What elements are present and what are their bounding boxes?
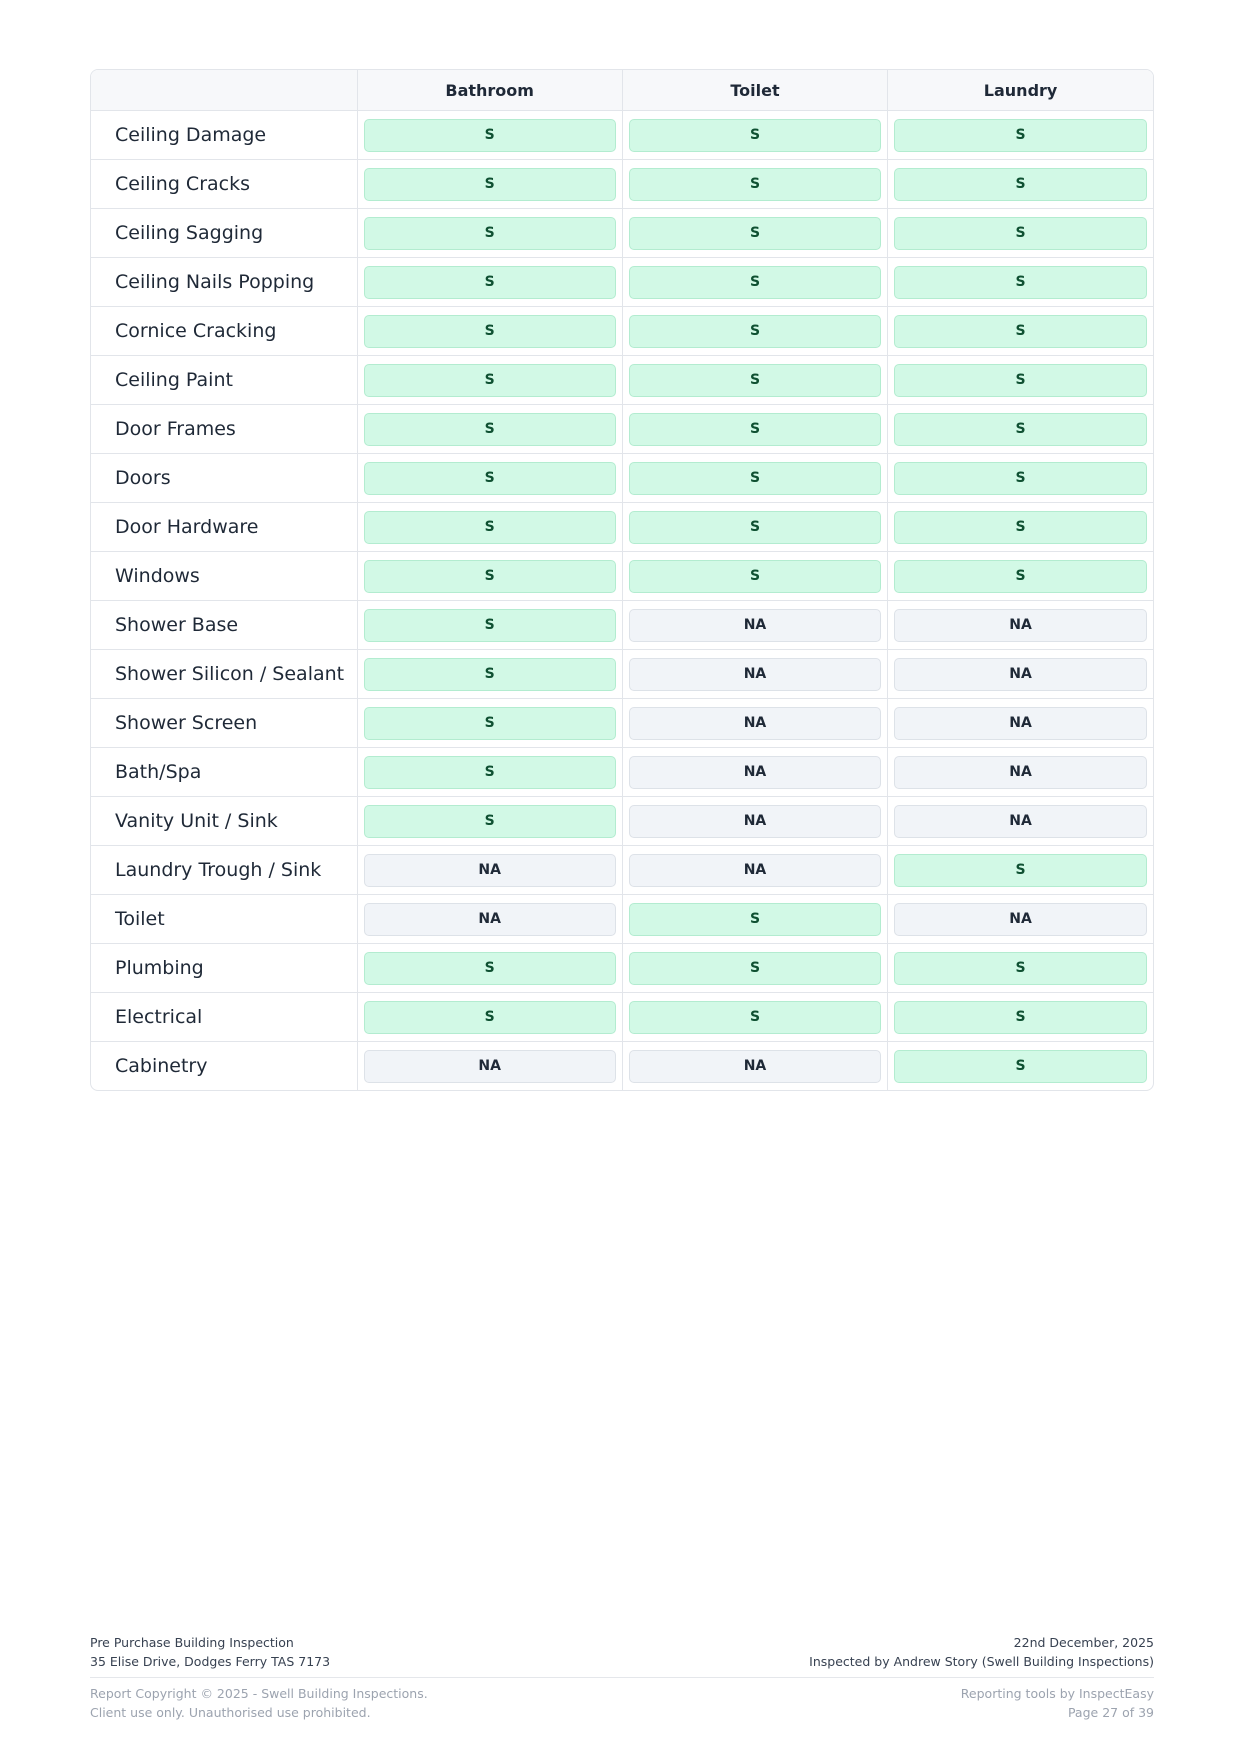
cell-bathroom xyxy=(357,601,622,650)
status-badge: S xyxy=(364,609,616,642)
copyright-notice: Report Copyright © 2025 - Swell Building Inspections. xyxy=(90,1686,428,1701)
row-label: Shower Base xyxy=(91,601,357,650)
table-row xyxy=(91,405,1153,454)
status-badge: S xyxy=(894,511,1147,544)
cell-laundry xyxy=(888,111,1153,160)
status-badge: S xyxy=(629,364,881,397)
status-badge: NA xyxy=(894,658,1147,691)
row-label: Door Frames xyxy=(91,405,357,454)
cell-bathroom xyxy=(357,503,622,552)
row-label: Door Hardware xyxy=(91,503,357,552)
page-footer xyxy=(90,1633,1154,1722)
cell-laundry xyxy=(888,552,1153,601)
cell-laundry xyxy=(888,699,1153,748)
cell-bathroom xyxy=(357,944,622,993)
table-row xyxy=(91,846,1153,895)
cell-bathroom xyxy=(357,895,622,944)
property-address: 35 Elise Drive, Dodges Ferry TAS 7173 xyxy=(90,1654,331,1669)
page-number: Page 27 of 39 xyxy=(1067,1705,1154,1720)
status-badge: S xyxy=(629,1001,881,1034)
row-label: Windows xyxy=(91,552,357,601)
cell-laundry xyxy=(888,650,1153,699)
status-badge: S xyxy=(629,168,881,201)
footer-divider xyxy=(90,1677,1154,1678)
cell-bathroom xyxy=(357,650,622,699)
cell-toilet xyxy=(622,552,887,601)
cell-toilet xyxy=(622,209,887,258)
row-label: Cornice Cracking xyxy=(91,307,357,356)
cell-toilet xyxy=(622,895,887,944)
cell-toilet xyxy=(622,160,887,209)
cell-bathroom xyxy=(357,356,622,405)
tools-credit: Reporting tools by InspectEasy xyxy=(960,1686,1154,1701)
cell-bathroom xyxy=(357,258,622,307)
cell-toilet xyxy=(622,111,887,160)
status-badge: S xyxy=(894,952,1147,985)
status-badge: S xyxy=(894,1001,1147,1034)
table-row xyxy=(91,748,1153,797)
status-badge: NA xyxy=(629,609,881,642)
row-label: Cabinetry xyxy=(91,1042,357,1091)
cell-laundry xyxy=(888,160,1153,209)
cell-laundry xyxy=(888,209,1153,258)
cell-bathroom xyxy=(357,160,622,209)
table-body xyxy=(91,111,1153,1091)
usage-notice: Client use only. Unauthorised use prohibited. xyxy=(90,1705,371,1720)
table-row xyxy=(91,895,1153,944)
status-badge: S xyxy=(364,511,616,544)
cell-toilet xyxy=(622,356,887,405)
cell-toilet xyxy=(622,1042,887,1091)
inspection-table xyxy=(90,69,1154,1091)
cell-toilet xyxy=(622,846,887,895)
cell-laundry xyxy=(888,1042,1153,1091)
status-badge: NA xyxy=(894,903,1147,936)
cell-laundry xyxy=(888,503,1153,552)
row-label: Plumbing xyxy=(91,944,357,993)
status-badge: S xyxy=(364,756,616,789)
inspection-date: 22nd December, 2025 xyxy=(1013,1635,1154,1650)
status-badge: NA xyxy=(629,756,881,789)
cell-laundry xyxy=(888,405,1153,454)
status-badge: NA xyxy=(364,903,616,936)
cell-laundry xyxy=(888,993,1153,1042)
cell-laundry xyxy=(888,944,1153,993)
row-label: Bath/Spa xyxy=(91,748,357,797)
table-row xyxy=(91,209,1153,258)
row-label: Shower Screen xyxy=(91,699,357,748)
table-row xyxy=(91,699,1153,748)
table-row xyxy=(91,356,1153,405)
cell-toilet xyxy=(622,601,887,650)
cell-bathroom xyxy=(357,797,622,846)
status-badge: S xyxy=(629,952,881,985)
cell-bathroom xyxy=(357,552,622,601)
cell-toilet xyxy=(622,650,887,699)
status-badge: NA xyxy=(894,707,1147,740)
status-badge: S xyxy=(364,805,616,838)
status-badge: NA xyxy=(629,805,881,838)
status-badge: S xyxy=(364,315,616,348)
row-label: Ceiling Damage xyxy=(91,111,357,160)
cell-toilet xyxy=(622,454,887,503)
cell-toilet xyxy=(622,503,887,552)
cell-laundry xyxy=(888,601,1153,650)
status-badge: S xyxy=(894,462,1147,495)
header-bathroom: Bathroom xyxy=(357,70,622,111)
cell-laundry xyxy=(888,748,1153,797)
cell-bathroom xyxy=(357,699,622,748)
cell-bathroom xyxy=(357,1042,622,1091)
table-row xyxy=(91,993,1153,1042)
status-badge: S xyxy=(894,119,1147,152)
cell-toilet xyxy=(622,405,887,454)
cell-laundry xyxy=(888,258,1153,307)
table-row xyxy=(91,160,1153,209)
status-badge: S xyxy=(364,413,616,446)
cell-toilet xyxy=(622,307,887,356)
status-badge: S xyxy=(629,119,881,152)
cell-bathroom xyxy=(357,846,622,895)
table-row xyxy=(91,1042,1153,1091)
cell-laundry xyxy=(888,356,1153,405)
cell-laundry xyxy=(888,307,1153,356)
header-laundry: Laundry xyxy=(888,70,1153,111)
row-label: Shower Silicon / Sealant xyxy=(91,650,357,699)
table-row xyxy=(91,944,1153,993)
status-badge: NA xyxy=(629,658,881,691)
status-badge: NA xyxy=(364,1050,616,1083)
cell-bathroom xyxy=(357,307,622,356)
row-label: Vanity Unit / Sink xyxy=(91,797,357,846)
table-row xyxy=(91,307,1153,356)
cell-bathroom xyxy=(357,454,622,503)
row-label: Doors xyxy=(91,454,357,503)
cell-laundry xyxy=(888,454,1153,503)
status-badge: S xyxy=(364,952,616,985)
report-type: Pre Purchase Building Inspection xyxy=(90,1635,294,1650)
cell-toilet xyxy=(622,944,887,993)
status-badge: S xyxy=(629,903,881,936)
status-badge: S xyxy=(364,707,616,740)
status-badge: NA xyxy=(894,805,1147,838)
table-row xyxy=(91,111,1153,160)
row-label: Ceiling Nails Popping xyxy=(91,258,357,307)
table-row xyxy=(91,601,1153,650)
status-badge: S xyxy=(364,658,616,691)
table-header-row xyxy=(91,70,1153,111)
status-badge: S xyxy=(364,364,616,397)
cell-toilet xyxy=(622,993,887,1042)
row-label: Ceiling Paint xyxy=(91,356,357,405)
cell-toilet xyxy=(622,797,887,846)
row-label: Electrical xyxy=(91,993,357,1042)
table-row xyxy=(91,797,1153,846)
cell-laundry xyxy=(888,846,1153,895)
status-badge: NA xyxy=(629,707,881,740)
status-badge: S xyxy=(364,560,616,593)
table-row xyxy=(91,552,1153,601)
cell-toilet xyxy=(622,258,887,307)
cell-laundry xyxy=(888,895,1153,944)
status-badge: S xyxy=(364,119,616,152)
header-blank xyxy=(91,70,357,111)
status-badge: S xyxy=(894,364,1147,397)
cell-bathroom xyxy=(357,748,622,797)
row-label: Laundry Trough / Sink xyxy=(91,846,357,895)
cell-toilet xyxy=(622,699,887,748)
cell-bathroom xyxy=(357,993,622,1042)
row-label: Ceiling Cracks xyxy=(91,160,357,209)
status-badge: S xyxy=(894,854,1147,887)
cell-bathroom xyxy=(357,209,622,258)
status-badge: S xyxy=(894,217,1147,250)
status-badge: S xyxy=(629,462,881,495)
status-badge: NA xyxy=(894,609,1147,642)
cell-toilet xyxy=(622,748,887,797)
status-badge: S xyxy=(894,413,1147,446)
status-badge: S xyxy=(629,217,881,250)
status-badge: S xyxy=(894,560,1147,593)
table-row xyxy=(91,258,1153,307)
status-badge: S xyxy=(894,315,1147,348)
table-row xyxy=(91,454,1153,503)
cell-bathroom xyxy=(357,111,622,160)
table-row xyxy=(91,650,1153,699)
status-badge: S xyxy=(364,462,616,495)
status-badge: NA xyxy=(894,756,1147,789)
status-badge: S xyxy=(629,511,881,544)
table-row xyxy=(91,503,1153,552)
status-badge: S xyxy=(629,315,881,348)
status-badge: S xyxy=(364,266,616,299)
status-badge: S xyxy=(894,1050,1147,1083)
status-badge: NA xyxy=(629,854,881,887)
inspector-name: Inspected by Andrew Story (Swell Building Inspections) xyxy=(809,1654,1154,1669)
status-badge: S xyxy=(894,168,1147,201)
status-badge: S xyxy=(629,266,881,299)
status-badge: S xyxy=(629,560,881,593)
row-label: Toilet xyxy=(91,895,357,944)
row-label: Ceiling Sagging xyxy=(91,209,357,258)
status-badge: S xyxy=(364,168,616,201)
status-badge: S xyxy=(364,1001,616,1034)
status-badge: S xyxy=(629,413,881,446)
status-badge: S xyxy=(364,217,616,250)
cell-bathroom xyxy=(357,405,622,454)
status-badge: S xyxy=(894,266,1147,299)
cell-laundry xyxy=(888,797,1153,846)
header-toilet: Toilet xyxy=(622,70,887,111)
status-badge: NA xyxy=(629,1050,881,1083)
status-badge: NA xyxy=(364,854,616,887)
